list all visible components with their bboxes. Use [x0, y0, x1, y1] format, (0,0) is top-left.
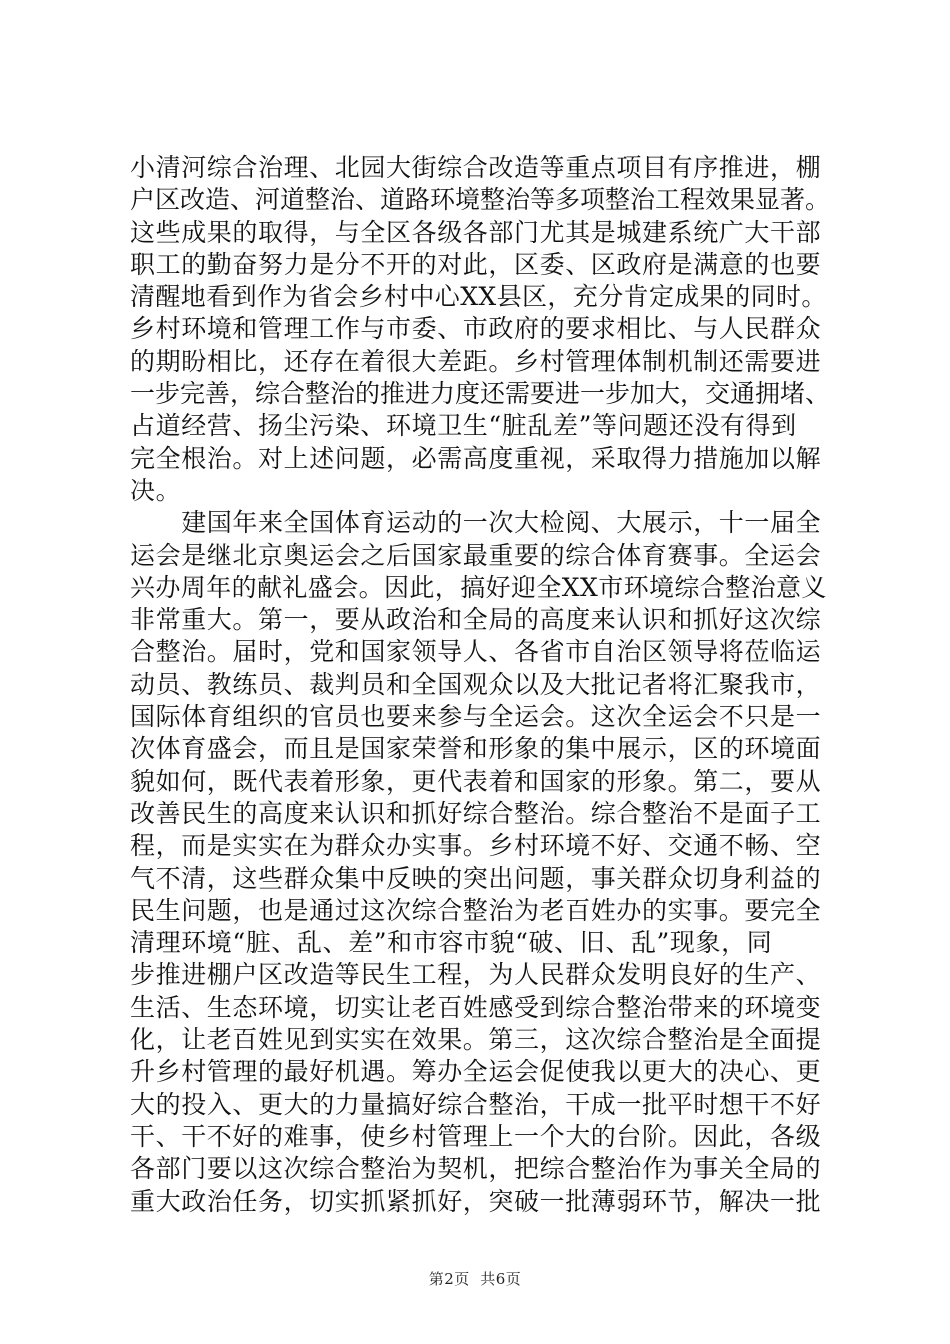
text-line: 一步完善，综合整治的推进力度还需要进一步加大，交通拥堵、 [130, 379, 831, 409]
text-line: 干、干不好的难事，使乡村管理上一个大的台阶。因此，各级 [130, 1121, 822, 1151]
text-line: 步推进棚户区改造等民生工程，为人民群众发明良好的生产、 [130, 960, 822, 990]
text-line: 程，而是实实在为群众办实事。乡村环境不好、交通不畅、空 [130, 831, 822, 861]
text-line: 完全根治。对上述问题，必需高度重视，采取得力措施加以解 [130, 443, 822, 473]
text-line: 升乡村管理的最好机遇。筹办全运会促使我以更大的决心、更 [130, 1057, 822, 1087]
text-line: 化，让老百姓见到实实在效果。第三，这次综合整治是全面提 [130, 1025, 822, 1055]
text-line: 大的投入、更大的力量搞好综合整治，干成一批平时想干不好 [130, 1089, 822, 1119]
text-line: 这些成果的取得，与全区各级各部门尤其是城建系统广大干部 [130, 217, 822, 247]
text-line: 户区改造、河道整治、道路环境整治等多项整治工程效果显著。 [130, 185, 831, 215]
text-line: 各部门要以这次综合整治为契机，把综合整治作为事关全局的 [130, 1154, 822, 1184]
text-line: 清醒地看到作为省会乡村中心XX县区，充分肯定成果的同时。 [130, 282, 827, 312]
text-line: 运会是继北京奥运会之后国家最重要的综合体育赛事。全运会 [130, 540, 822, 570]
text-line: 清理环境“脏、乱、差”和市容市貌“破、旧、乱”现象，同 [130, 928, 773, 958]
text-line: 动员、教练员、裁判员和全国观众以及大批记者将汇聚我市， [130, 669, 822, 699]
text-line: 决。 [130, 475, 182, 505]
page-number-footer: 第2页 共6页 [428, 1270, 522, 1288]
document-body-text [130, 152, 830, 1218]
text-line: 兴办周年的献礼盛会。因此，搞好迎全XX市环境综合整治意义 [130, 572, 827, 602]
text-line: 小清河综合治理、北园大街综合改造等重点项目有序推进，棚 [130, 153, 822, 182]
text-line: 貌如何，既代表着形象，更代表着和国家的形象。第二，要从 [130, 766, 822, 796]
text-line: 次体育盛会，而且是国家荣誉和形象的集中展示，区的环境面 [130, 734, 822, 764]
text-line: 改善民生的高度来认识和抓好综合整治。综合整治不是面子工 [130, 798, 822, 828]
text-line: 的期盼相比，还存在着很大差距。乡村管理体制机制还需要进 [130, 346, 822, 376]
text-line: 重大政治任务，切实抓紧抓好，突破一批薄弱环节，解决一批 [130, 1186, 822, 1216]
text-line: 生活、生态环境，切实让老百姓感受到综合整治带来的环境变 [130, 992, 822, 1022]
text-line: 国际体育组织的官员也要来参与全运会。这次全运会不只是一 [130, 702, 822, 732]
text-line: 非常重大。第一，要从政治和全局的高度来认识和抓好这次综 [130, 605, 822, 635]
text-line: 气不清，这些群众集中反映的突出问题，事关群众切身利益的 [130, 863, 822, 893]
text-line: 占道经营、扬尘污染、环境卫生“脏乱差”等问题还没有得到 [130, 411, 797, 441]
text-line: 建国年来全国体育运动的一次大检阅、大展示，十一届全 [130, 508, 822, 538]
text-line: 乡村环境和管理工作与市委、市政府的要求相比、与人民群众 [130, 314, 822, 344]
text-line: 民生问题，也是通过这次综合整治为老百姓办的实事。要完全 [130, 895, 822, 925]
text-line: 合整治。届时，党和国家领导人、各省市自治区领导将莅临运 [130, 637, 822, 667]
text-line: 职工的勤奋努力是分不开的对此，区委、区政府是满意的也要 [130, 249, 822, 279]
